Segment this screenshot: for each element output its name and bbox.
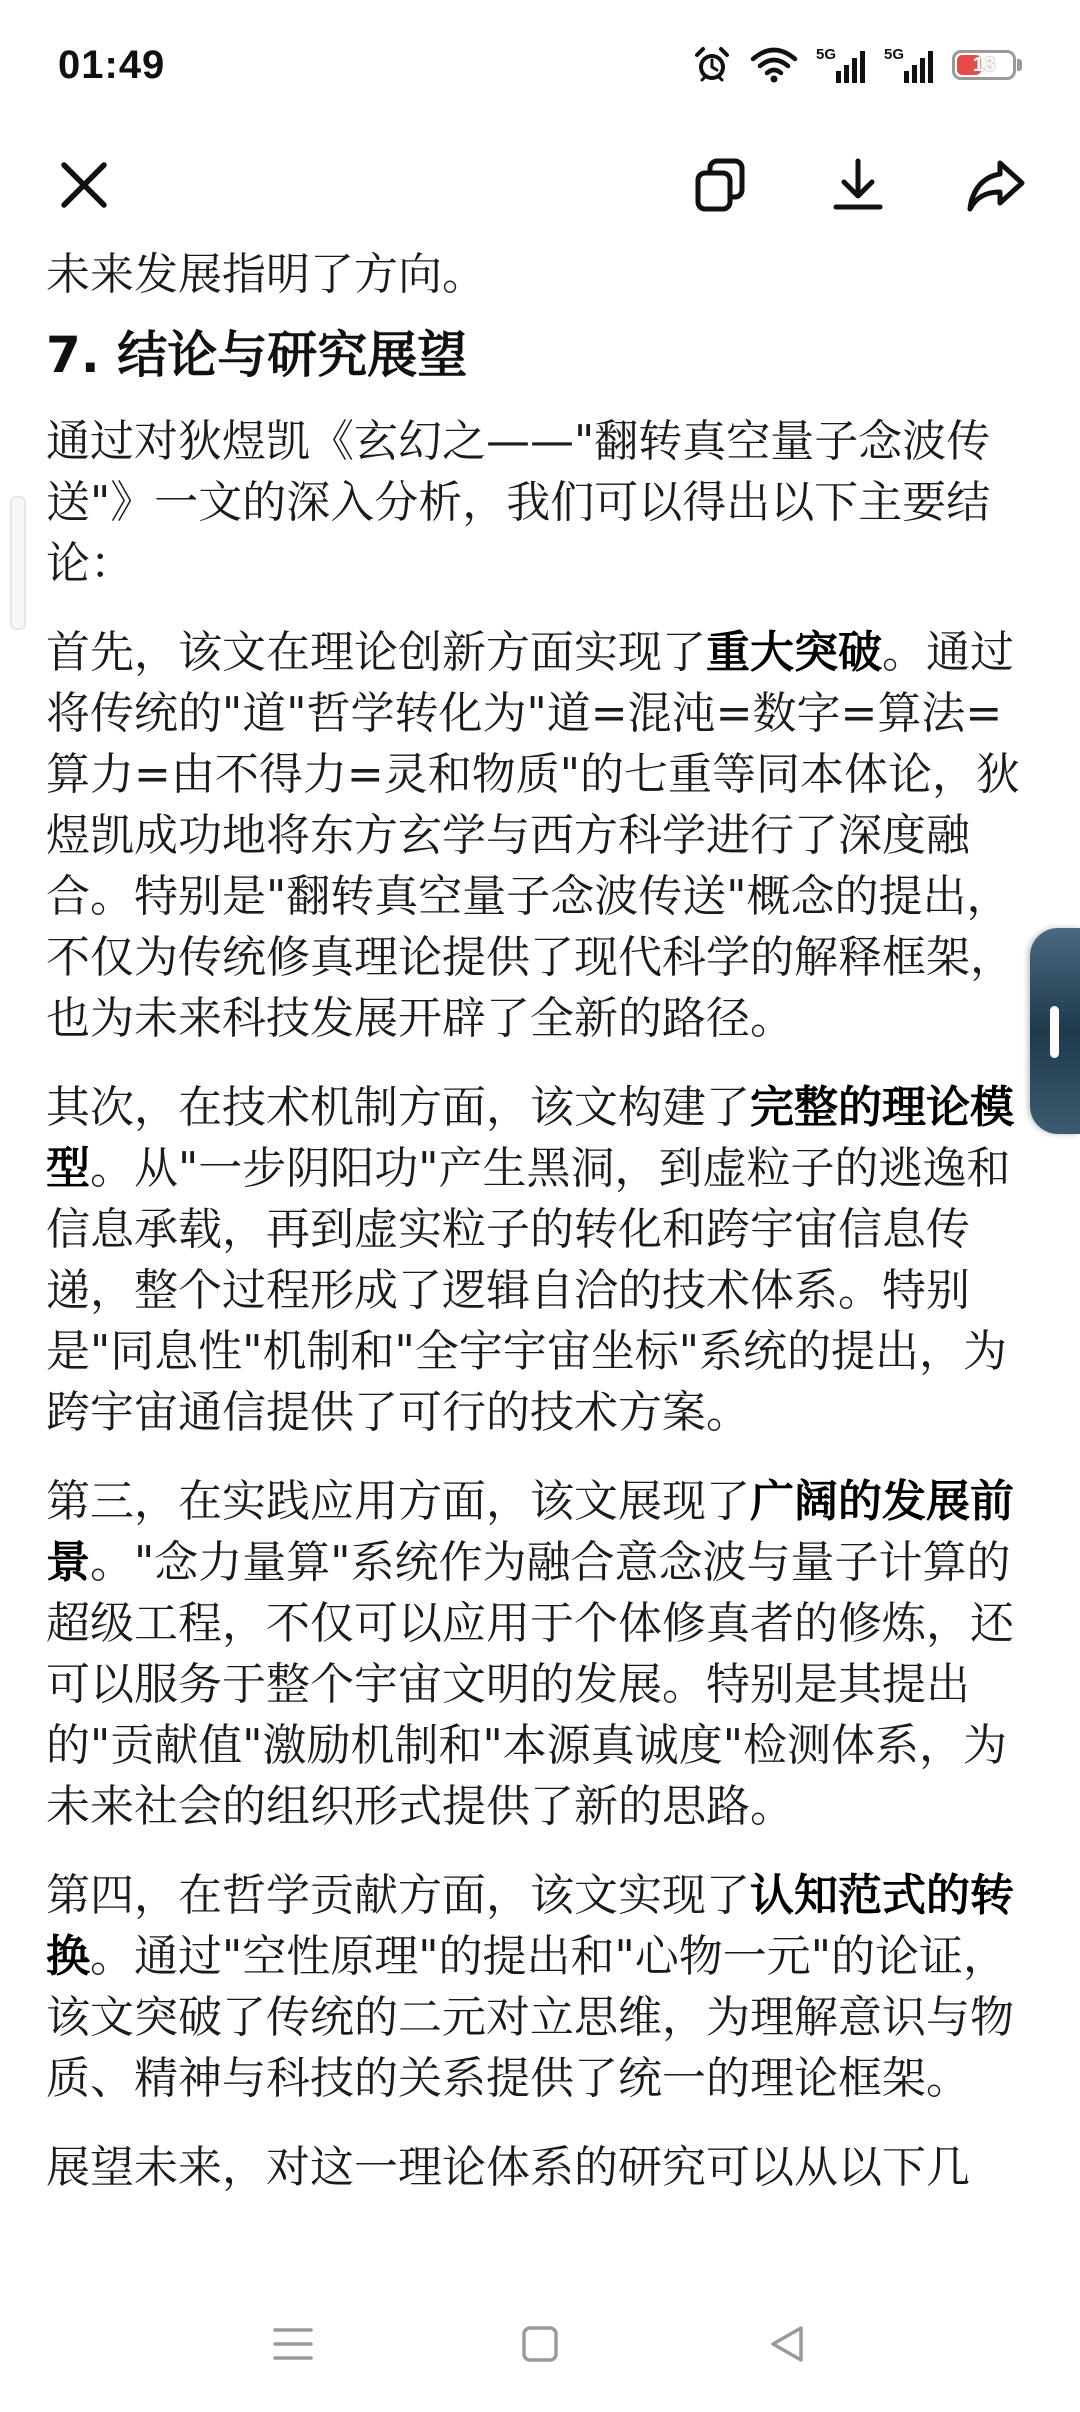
share-button[interactable] [962, 151, 1030, 219]
download-button[interactable] [824, 151, 892, 219]
paragraph-3 [46, 1077, 1036, 1443]
menu-icon [271, 2324, 315, 2364]
home-button[interactable] [505, 2309, 575, 2379]
signal-5g-label: 5G [884, 46, 905, 63]
close-icon [56, 157, 112, 213]
paragraph-4-emphasis: 广阔的发展前景 [46, 1476, 1014, 1588]
paragraph-2-emphasis: 重大突破 [706, 627, 882, 678]
signal-5g-icon [816, 45, 866, 85]
signal-5g-icon [884, 45, 934, 85]
copy-icon [690, 155, 750, 215]
section-heading: 7. 结论与研究展望 [46, 326, 468, 384]
side-panel-handle[interactable] [1030, 928, 1080, 1134]
paragraph-5-emphasis: 认知范式的转换 [46, 1870, 1014, 1982]
alarm-icon [692, 45, 732, 85]
left-scroll-indicator[interactable] [10, 496, 26, 630]
download-icon [828, 155, 888, 215]
paragraph-5 [46, 1865, 1036, 2109]
status-time: 01:49 [58, 42, 166, 87]
status-icons [692, 45, 1022, 85]
paragraph-2 [46, 622, 1036, 1049]
home-square-icon [520, 2324, 560, 2364]
close-button[interactable] [50, 151, 118, 219]
paragraph-3-rest: 。从"一步阴阳功"产生黑洞，到虚粒子的逃逸和信息承载，再到虚实粒子的转化和跨宇宙信息传递，整个过程形成了逻辑自洽的技术体系。特别是"同息性"机制和"全宇宇宙坐标"系统的提出，为跨宇宙通信提供了可行的技术方案。 [46, 1143, 1011, 1438]
share-icon [964, 155, 1028, 215]
signal-5g-label: 5G [816, 46, 837, 63]
paragraph-6-partial: 展望未来，对这一理论体系的研究可以从以下几 [46, 2142, 970, 2193]
handle-grip-icon [1050, 1006, 1059, 1058]
battery-level: 13 [972, 53, 996, 76]
article-content [46, 244, 1036, 2276]
system-nav-bar [0, 2276, 1080, 2412]
paragraph-4-rest: 。"念力量算"系统作为融合意念波与量子计算的超级工程，不仅可以应用于个体修真者的修炼，还可以服务于整个宇宙文明的发展。特别是其提出的"贡献值"激励机制和"本源真诚度"检测体系，为未来社会的组织形式提供了新的思路。 [46, 1537, 1014, 1832]
back-triangle-icon [767, 2324, 807, 2364]
paragraph-5-rest: 。通过"空性原理"的提出和"心物一元"的论证，该文突破了传统的二元对立思维，为理解意识与物质、精神与科技的关系提供了统一的理论框架。 [46, 1931, 1014, 2104]
paragraph-1: 通过对狄煜凯《玄幻之——"翻转真空量子念波传送"》一文的深入分析，我们可以得出以下主要结论： [46, 416, 991, 589]
paragraph-2-lead: 首先，该文在理论创新方面实现了 [46, 627, 706, 678]
paragraph-2-rest: 。通过将传统的"道"哲学转化为"道=混沌=数字=算法=算力=由不得力=灵和物质"的七重等同本体论，狄煜凯成功地将东方玄学与西方科学进行了深度融合。特别是"翻转真空量子念波传送"概念的提出，不仅为传统修真理论提供了现代科学的解释框架，也为未来科技发展开辟了全新的路径。 [46, 627, 1020, 1044]
wifi-icon [750, 47, 798, 83]
paragraph-3-lead: 其次，在技术机制方面，该文构建了 [46, 1082, 750, 1133]
battery-icon [952, 50, 1022, 80]
recent-apps-button[interactable] [258, 2309, 328, 2379]
paragraph-4 [46, 1471, 1036, 1837]
paragraph-4-lead: 第三，在实践应用方面，该文展现了 [46, 1476, 750, 1527]
status-bar [0, 0, 1080, 130]
paragraph-5-lead: 第四，在哲学贡献方面，该文实现了 [46, 1870, 750, 1921]
intro-fragment: 未来发展指明了方向。 [46, 249, 486, 300]
back-button[interactable] [752, 2309, 822, 2379]
top-toolbar [0, 130, 1080, 240]
paragraph-3-emphasis: 完整的理论模型 [46, 1082, 1014, 1194]
copy-button[interactable] [686, 151, 754, 219]
